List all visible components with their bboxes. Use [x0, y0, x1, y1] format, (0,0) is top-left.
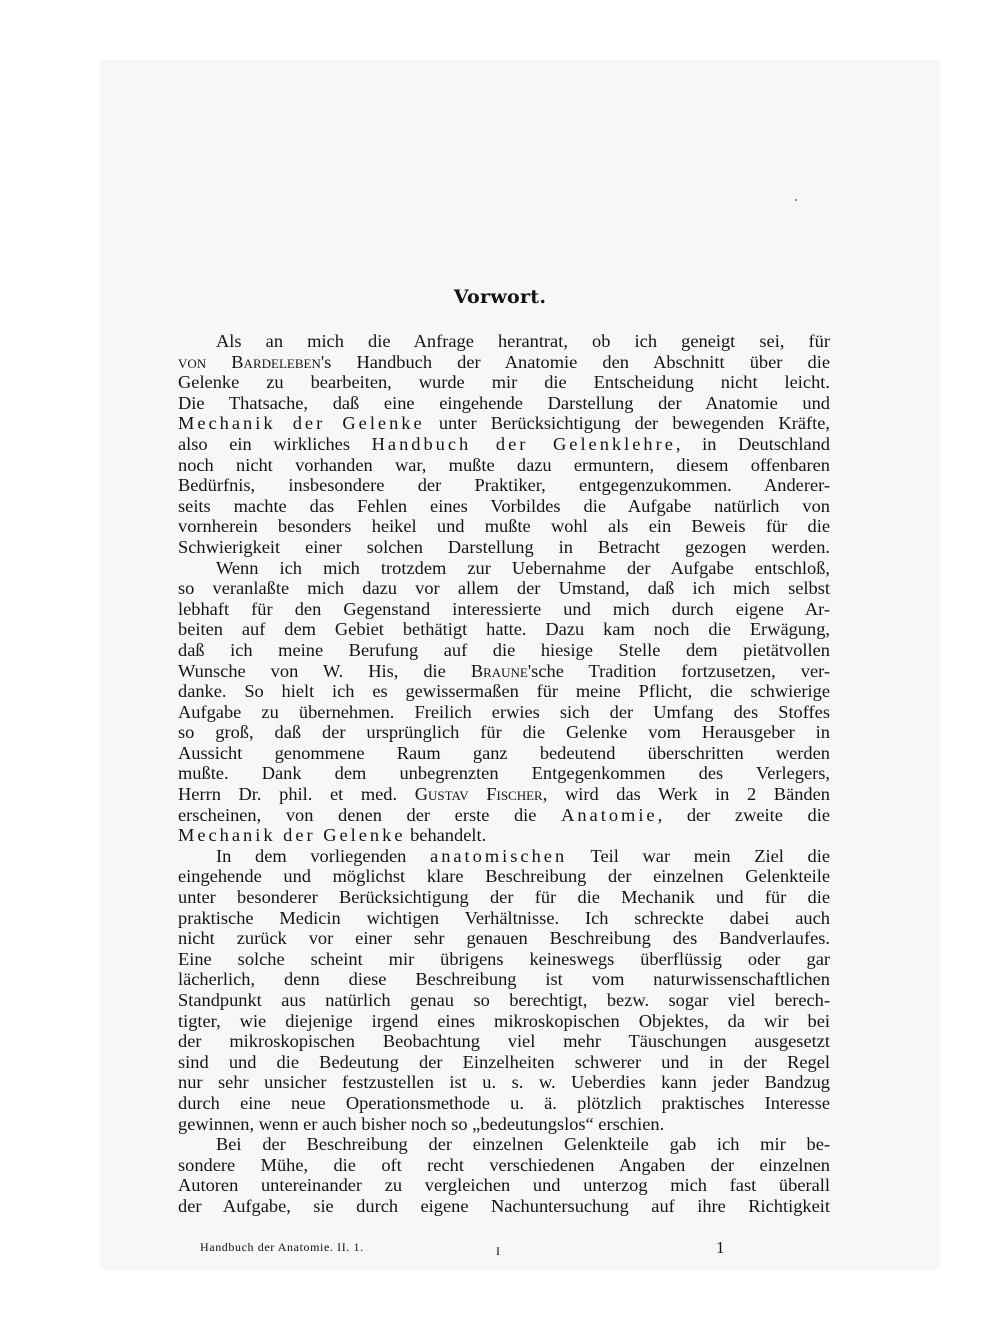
text-line: Bei der Beschreibung der einzelnen Gelenkteile gab ich mir be- [216, 1134, 830, 1155]
text-line: Als an mich die Anfrage herantrat, ob ich geneigt sei, für [216, 331, 830, 351]
text-line: so groß, daß der ursprünglich für die Gelenke vom Herausgeber in [178, 722, 830, 743]
text-line: Standpunkt aus natürlich genau so berechtigt, bezw. sogar viel berech- [178, 990, 830, 1010]
body-text [178, 331, 830, 1217]
text-line: Aussicht genommene Raum ganz bedeutend überschritten werden [178, 742, 830, 763]
text-line: Gelenke zu bearbeiten, wurde mir die Entscheidung nicht leicht. [178, 372, 830, 393]
paragraph [178, 558, 830, 846]
footer-signature: I [496, 1244, 500, 1258]
text-line: Bedürfnis, insbesondere der Praktiker, entgegenzukommen. Anderer- [178, 475, 830, 496]
text-line: daß ich meine Berufung auf die hiesige Stelle dem pietätvollen [178, 639, 830, 660]
text-line: durch eine neue Operationsmethode u. ä. plötzlich praktisches Interesse [178, 1092, 830, 1113]
text-line: Mechanik der Gelenke behandelt. [178, 825, 487, 846]
scan-speck [795, 199, 797, 201]
footer-book-title: Handbuch der Anatomie. II. 1. [200, 1240, 364, 1254]
paragraph [178, 1134, 830, 1216]
text-line: noch nicht vorhanden war, mußte dazu ermuntern, diesem offenbaren [178, 454, 830, 475]
text-line: Wunsche von W. His, die Braune'sche Tradition fortzusetzen, ver- [178, 660, 830, 681]
text-line: sondere Mühe, die oft recht verschiedenen Angaben der einzelnen [178, 1154, 830, 1175]
text-line: gewinnen, wenn er auch bisher noch so „bedeutungslos“ erschien. [178, 1113, 665, 1134]
page-title: Vorwort. [453, 286, 547, 308]
text-line: von Bardeleben's Handbuch der Anatomie den Abschnitt über die [178, 351, 830, 372]
text-line: Schwierigkeit einer solchen Darstellung in Betracht gezogen werden. [178, 536, 830, 557]
footer-page-number: 1 [716, 1238, 725, 1257]
text-line: Aufgabe zu übernehmen. Freilich erwies sich der Umfang des Stoffes [178, 701, 830, 722]
text-line: lebhaft für den Gegenstand interessierte und mich durch eigene Ar- [178, 598, 830, 619]
text-line: In dem vorliegenden anatomischen Teil war mein Ziel die [216, 845, 830, 866]
paragraph [178, 331, 830, 558]
text-line: Die Thatsache, daß eine eingehende Darstellung der Anatomie und [178, 392, 830, 413]
text-line: Autoren untereinander zu vergleichen und unterzog mich fast überall [178, 1175, 830, 1196]
text-line: praktische Medicin wichtigen Verhältnisse. Ich schreckte dabei auch [178, 907, 830, 928]
text-line: Herrn Dr. phil. et med. Gustav Fischer, wird das Werk in 2 Bänden [178, 784, 830, 805]
text-line: Mechanik der Gelenke unter Berücksichtigung der bewegenden Kräfte, [178, 413, 830, 434]
text-line: beiten auf dem Gebiet bethätigt hatte. Dazu kam noch die Erwägung, [178, 619, 830, 640]
paragraph [178, 846, 830, 1134]
text-line: mußte. Dank dem unbegrenzten Entgegenkommen des Verlegers, [178, 763, 830, 784]
text-line: unter besonderer Berücksichtigung der für die Mechanik und für die [178, 887, 830, 908]
page-footer [0, 1238, 1000, 1268]
text-line: also ein wirkliches Handbuch der Gelenklehre, in Deutschland [178, 433, 830, 454]
text-line: so veranlaßte mich dazu vor allem der Umstand, daß ich mich selbst [178, 578, 830, 599]
text-line: tigter, wie diejenige irgend eines mikroskopischen Objektes, da wir bei [178, 1010, 830, 1031]
text-line: vornherein besonders heikel und mußte wohl als ein Beweis für die [178, 516, 830, 537]
text-line: nur sehr unsicher festzustellen ist u. s. w. Ueberdies kann jeder Bandzug [178, 1072, 830, 1093]
text-line: der mikroskopischen Beobachtung viel mehr Täuschungen ausgesetzt [178, 1031, 830, 1052]
text-line: Eine solche scheint mir übrigens keineswegs überflüssig oder gar [178, 948, 830, 969]
text-line: eingehende und möglichst klare Beschreibung der einzelnen Gelenkteile [178, 866, 830, 887]
text-line: der Aufgabe, sie durch eigene Nachuntersuchung auf ihre Richtigkeit [178, 1195, 830, 1216]
text-line: erscheinen, von denen der erste die Anatomie, der zweite die [178, 804, 830, 825]
text-line: danke. So hielt ich es gewissermaßen für meine Pflicht, die schwierige [178, 681, 830, 702]
text-line: nicht zurück vor einer sehr genauen Beschreibung des Bandverlaufes. [178, 928, 830, 949]
text-line: Wenn ich mich trotzdem zur Uebernahme der Aufgabe entschloß, [216, 557, 830, 578]
text-line: sind und die Bedeutung der Einzelheiten schwerer und in der Regel [178, 1051, 830, 1072]
text-line: lächerlich, denn diese Beschreibung ist vom naturwissenschaftlichen [178, 969, 830, 990]
text-line: seits machte das Fehlen eines Vorbildes die Aufgabe natürlich von [178, 495, 830, 516]
